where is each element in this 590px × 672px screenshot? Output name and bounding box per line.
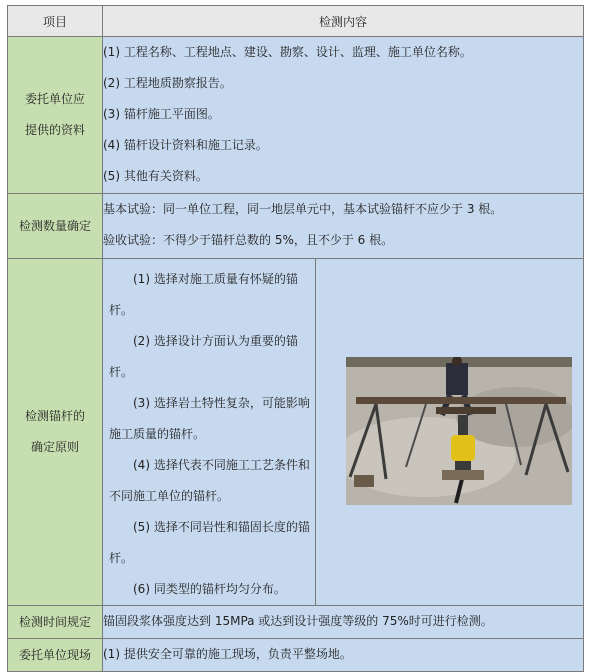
header-content: 检测内容: [103, 6, 584, 37]
list-item: (3) 锚杆施工平面图。: [103, 107, 220, 121]
row-content: [103, 606, 584, 639]
list-item: (1) 提供安全可靠的施工现场，负责平整场地。: [103, 647, 352, 661]
row-label-line: 委托单位应: [24, 92, 85, 106]
row-label: 委托单位现场: [8, 639, 103, 672]
list-item: 基本试验：同一单位工程，同一地层单元中，基本试验锚杆不应少于 3 根。: [103, 202, 503, 216]
row-label: [8, 259, 103, 606]
anchor-test-photo: [346, 357, 572, 505]
row-label: 检测数量确定: [8, 194, 103, 259]
row-content: [103, 194, 584, 259]
table-row: [8, 194, 584, 259]
list-item: (4) 锚杆设计资料和施工记录。: [103, 138, 268, 152]
table-row: [8, 606, 584, 639]
list-item: (4) 选择代表不同施工工艺条件和不同施工单位的锚杆。: [109, 458, 310, 503]
inspection-table: [7, 5, 584, 672]
list-item: 验收试验：不得少于锚杆总数的 5%，且不少于 6 根。: [103, 233, 394, 247]
table-row: [8, 259, 584, 606]
row-label: [8, 37, 103, 194]
list-item: (1) 选择对施工质量有怀疑的锚杆。: [109, 272, 298, 317]
list-item: 锚固段浆体强度达到 15MPa 或达到设计强度等级的 75%时可进行检测。: [103, 614, 493, 628]
header-item: 项目: [8, 6, 103, 37]
list-item: (1) 工程名称、工程地点、建设、勘察、设计、监理、施工单位名称。: [103, 45, 472, 59]
principles-list: [103, 259, 316, 605]
row-label-line: 检测锚杆的: [24, 409, 85, 423]
list-item: (5) 其他有关资料。: [103, 169, 208, 183]
row-label-line: 确定原则: [30, 440, 79, 454]
header-row: [8, 6, 584, 37]
list-item: (6) 同类型的锚杆均匀分布。: [133, 582, 286, 596]
list-item: (2) 工程地质勘察报告。: [103, 76, 232, 90]
table-row: [8, 37, 584, 194]
row-content: [103, 37, 584, 194]
list-item: (2) 选择设计方面认为重要的锚杆。: [109, 334, 298, 379]
row-label: 检测时间规定: [8, 606, 103, 639]
row-content: [103, 639, 584, 672]
table-row: [8, 639, 584, 672]
row-label-line: 提供的资料: [24, 123, 85, 137]
row-content: [103, 259, 584, 606]
list-item: (3) 选择岩土特性复杂，可能影响施工质量的锚杆。: [109, 396, 310, 441]
list-item: (5) 选择不同岩性和锚固长度的锚杆。: [109, 520, 310, 565]
